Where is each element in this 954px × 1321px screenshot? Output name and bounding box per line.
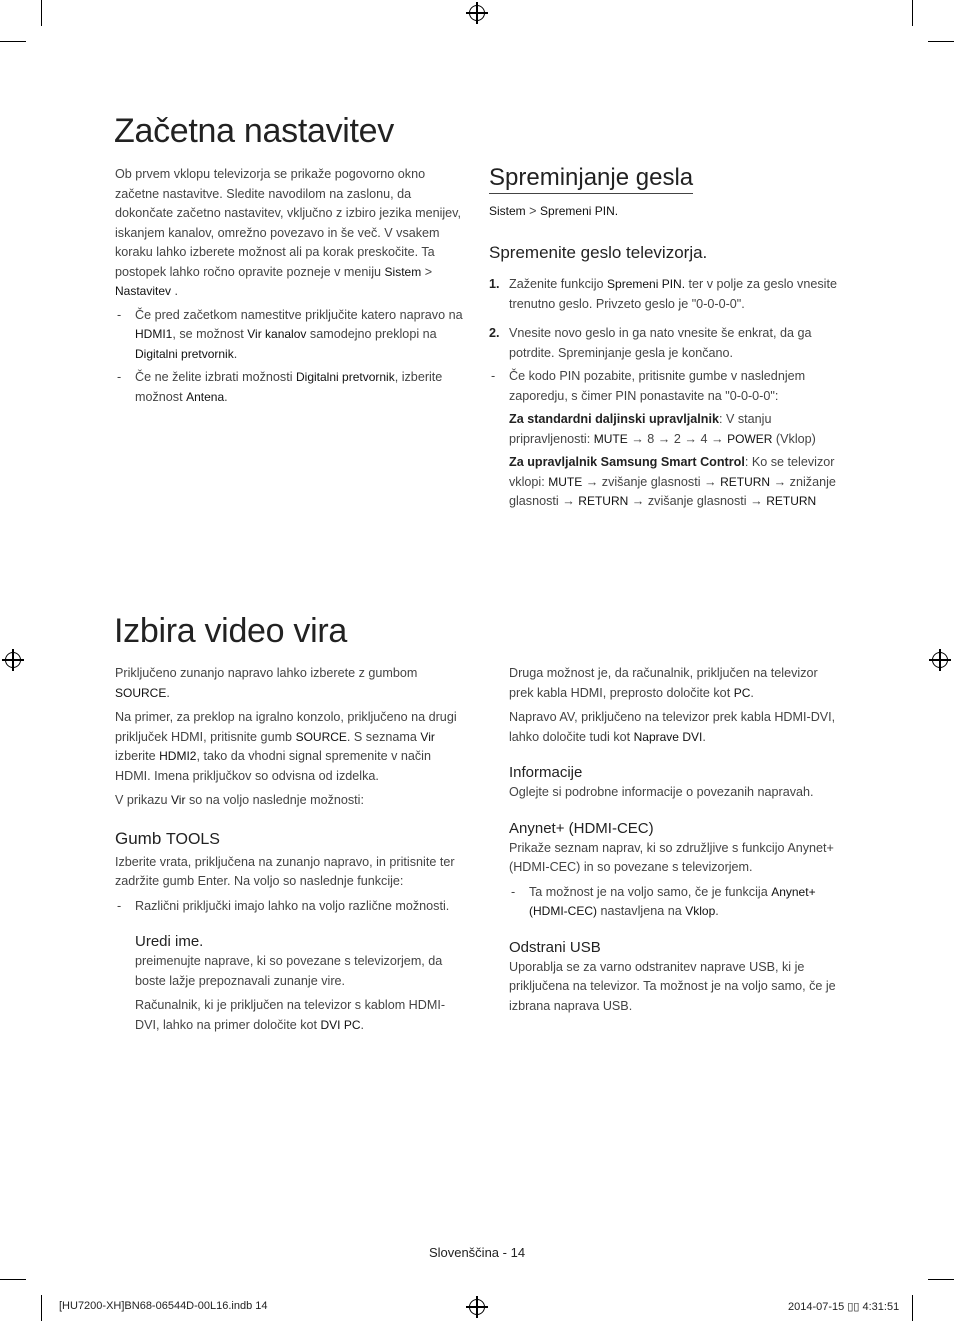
list-item: - Ta možnost je na voljo samo, če je funkcija Anynet+ (HDMI-CEC) nastavljena na Vklop. bbox=[511, 884, 816, 918]
print-date: 2014-07-15 ▯▯ 4:31:51 bbox=[788, 1301, 900, 1313]
section-title-initial-setup: Začetna nastavitev bbox=[114, 112, 394, 150]
anynet-paragraph: Prikaže seznam naprav, ki so združljive s funkcijo Anynet+ (HDMI-CEC) in so povezane s televizorjem. bbox=[509, 840, 834, 874]
crop-mark bbox=[0, 1279, 26, 1280]
list-item: - Različni priključki imajo lahko na voljo različne možnosti. bbox=[117, 898, 450, 913]
crop-mark bbox=[928, 1279, 954, 1280]
rename-paragraph: Računalnik, ki je priključen na televizor s kablom HDMI-DVI, lahko na primer določite kot DVI PC. bbox=[135, 998, 446, 1032]
paragraph: Na primer, za preklop na igralno konzolo, priključeno na drugi priključek HDMI, pritisnite gumb SOURCE. S seznama Vir izberite HDMI2, tako da vhodni signal spremenite v način HDMI. Imena priključkov so odvisna od izdelka. bbox=[115, 710, 457, 783]
crop-mark bbox=[41, 1295, 42, 1321]
smart-control-instructions: Za upravljalnik Samsung Smart Control: Ko se televizor vklopi: MUTE → zvišanje glasnosti → RETURN → znižanje glasnosti → RETURN → zvišanje glasnosti → RETURN bbox=[509, 455, 836, 508]
file-name: [HU7200-XH]BN68-06544D-00L16.indb 14 bbox=[59, 1300, 268, 1312]
crop-mark bbox=[41, 0, 42, 26]
list-item: - Če pred začetkom namestitve priključite katero napravo na HDMI1, se možnost Vir kanalov samodejno preklopi na Digitalni pretvornik. bbox=[117, 307, 463, 361]
subtitle-change-tv-password: Spremenite geslo televizorja. bbox=[489, 243, 708, 262]
menu-path: Sistem > Spremeni PIN. bbox=[489, 204, 619, 218]
paragraph: V prikazu Vir so na voljo naslednje možnosti: bbox=[115, 793, 364, 807]
info-paragraph: Oglejte si podrobne informacije o povezanih napravah. bbox=[509, 785, 814, 799]
source-right-column bbox=[509, 664, 839, 1016]
anynet-title: Anynet+ (HDMI-CEC) bbox=[509, 819, 654, 837]
standard-remote-instructions: Za standardni daljinski upravljalnik: V stanju pripravljenosti: MUTE → 8 → 2 → 4 → POWER (Vklop) bbox=[509, 412, 816, 446]
crop-mark bbox=[912, 0, 913, 26]
paragraph: Priključeno zunanjo napravo lahko izberete z gumbom SOURCE. bbox=[115, 666, 418, 700]
list-item: - Če ne želite izbrati možnosti Digitalni pretvornik, izberite možnost Antena. bbox=[117, 370, 443, 404]
step-2: 2. Vnesite novo geslo in ga nato vnesite še enkrat, da ga potrdite. Spreminjanje gesla je končano. bbox=[489, 326, 812, 360]
section-title-change-password: Spreminjanje gesla bbox=[489, 164, 693, 194]
registration-mark-icon bbox=[932, 652, 948, 668]
crop-mark bbox=[0, 41, 26, 42]
crop-mark bbox=[912, 1295, 913, 1321]
info-title: Informacije bbox=[509, 764, 583, 781]
initial-setup-body bbox=[115, 165, 465, 407]
rename-paragraph: preimenujte naprave, ki so povezane s televizorjem, da boste lažje prepoznavali zunanje vire. bbox=[135, 954, 443, 988]
step-1: 1. Zaženite funkcijo Spremeni PIN. ter v polje za geslo vnesite trenutno geslo. Privzeto geslo je "0-0-0-0". bbox=[489, 277, 837, 311]
password-steps bbox=[489, 275, 842, 512]
rename-title: Uredi ime. bbox=[135, 933, 204, 950]
registration-mark-icon bbox=[5, 652, 21, 668]
source-left-column bbox=[115, 664, 465, 1035]
list-item: - Če kodo PIN pozabite, pritisnite gumbe v naslednjem zaporedju, s čimer PIN ponastavite na "0-0-0-0": bbox=[491, 369, 806, 403]
registration-mark-icon bbox=[469, 5, 485, 21]
remove-usb-paragraph: Uporablja se za varno odstranitev naprave USB, ki je priključena na televizor. Ta možnost je na voljo samo, če je izbrana naprava USB. bbox=[509, 959, 836, 1013]
initial-setup-paragraph: Ob prvem vklopu televizorja se prikaže pogovorno okno začetne nastavitve. Sledite navodilom na zaslonu, da dokončate začetno nastavitev, vključno z izbiro jezika menijev, iskanjem kanalov, omrežno povezavo in še več. V vsakem koraku lahko izberete možnost ali pa korak preskočite. Ta postopek lahko ročno opravite pozneje v meniju Sistem > Nastavitev . bbox=[115, 167, 462, 298]
crop-mark bbox=[928, 41, 954, 42]
tools-paragraph: Izberite vrata, priključena na zunanjo napravo, in pritisnite ter zadržite gumb Enter. Na voljo so naslednje funkcije: bbox=[115, 854, 455, 888]
registration-mark-icon bbox=[469, 1299, 485, 1315]
remove-usb-title: Odstrani USB bbox=[509, 938, 601, 956]
page-number: Slovenščina - 14 bbox=[428, 1245, 526, 1260]
paragraph: Druga možnost je, da računalnik, priključen na televizor prek kabla HDMI, preprosto določite kot PC. bbox=[509, 666, 818, 700]
paragraph: Napravo AV, priključeno na televizor prek kabla HDMI-DVI, lahko določite tudi kot Naprave DVI. bbox=[509, 710, 836, 744]
tools-title: Gumb TOOLS bbox=[115, 828, 220, 848]
section-title-source-selection: Izbira video vira bbox=[114, 612, 347, 650]
